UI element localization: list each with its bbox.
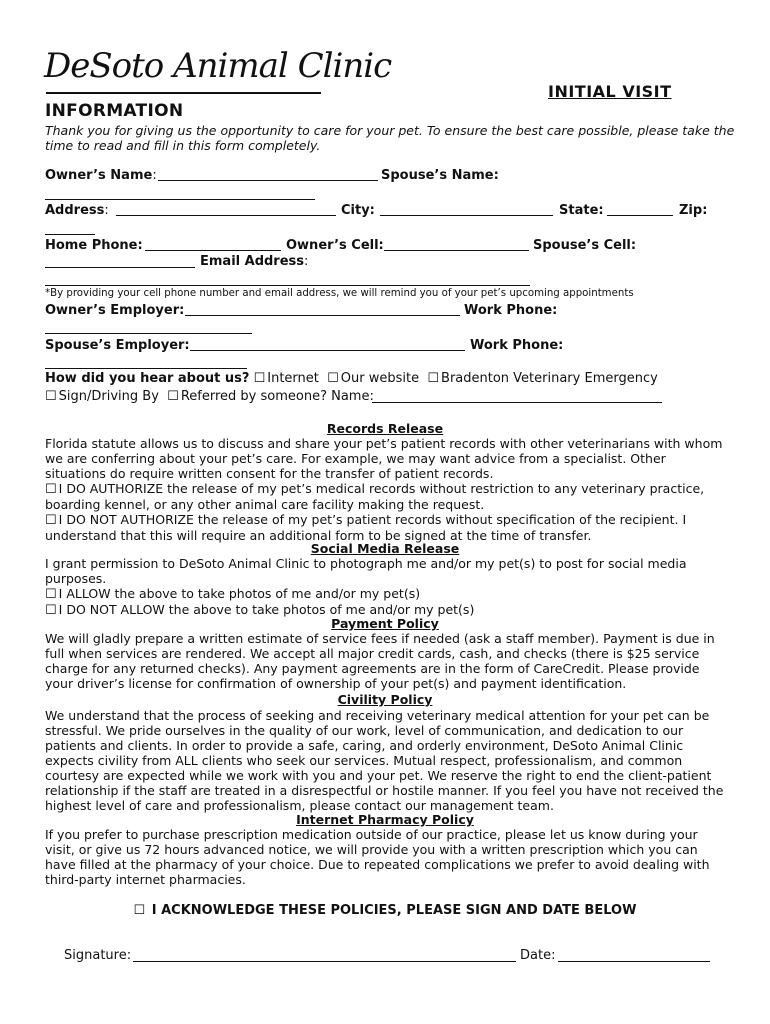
clinic-logo: [44, 40, 392, 100]
home-phone-label: Home Phone:: [45, 238, 143, 253]
spouses-cell-label: Spouse’s Cell:: [533, 238, 637, 253]
logo-underline: [46, 92, 321, 94]
social-not-allow-item: ☐ I DO NOT ALLOW the above to take photos of me and/or my pet(s): [45, 602, 475, 618]
zip-label: Zip:: [679, 203, 708, 218]
spouses-employer-field[interactable]: [190, 350, 465, 351]
pharmacy-policy-heading: Internet Pharmacy Policy: [296, 812, 474, 827]
civility-policy-text: We understand that the process of seeking and receiving veterinary medical attention for your pet can be stressful. We pride ourselves in the quality of our work, level of communication, and dedication to our patients and clients. In order to provide a safe, caring, and orderly environment, DeSoto Animal Clinic expects civility from ALL clients who seek our services. Mutual respect, professionalism, and common courtesy are expected while we work with you and your pet. We reserve the right to end the client-patient relationship if the staff are treated in a disrespectful or hostile manner. If you feel you have not received the highest level of care and professionalism, please contact our management team.: [45, 708, 724, 813]
referred-name-field[interactable]: [372, 402, 662, 403]
social-allow-item: ☐ I ALLOW the above to take photos of me and/or my pet(s): [45, 586, 421, 602]
date-field[interactable]: [558, 961, 710, 962]
checkbox-not-allow[interactable]: ☐: [45, 603, 57, 618]
social-media-heading: Social Media Release: [310, 541, 460, 556]
checkbox-our-website[interactable]: ☐: [327, 371, 339, 386]
option-sign-driving: Sign/Driving By: [58, 389, 159, 404]
work-phone-label: Work Phone:: [464, 303, 558, 318]
spouses-name-field[interactable]: [45, 199, 315, 200]
checkbox-acknowledge[interactable]: ☐: [133, 903, 146, 918]
option-bradenton-emergency: Bradenton Veterinary Emergency: [441, 371, 658, 386]
state-field[interactable]: [607, 215, 673, 216]
acknowledge-row: [45, 903, 725, 918]
form-subtitle: INFORMATION: [45, 101, 184, 121]
spouses-cell-field[interactable]: [45, 267, 195, 268]
date-label: Date:: [520, 948, 556, 963]
email-field[interactable]: [45, 285, 530, 286]
records-release-heading: Records Release: [326, 421, 444, 436]
home-phone-field[interactable]: [145, 250, 281, 251]
spouses-employer-label: Spouse’s Employer:: [45, 338, 190, 353]
records-release-text: Florida statute allows us to discuss and share your pet’s patient records with other veterinarians with whom we are conferring about your pet’s care. For example, we may want advice from a specialist. Other situations do require written consent for the transfer of patient records.: [45, 436, 723, 481]
option-our-website: Our website: [340, 371, 420, 386]
address-label: Address:: [45, 203, 109, 218]
state-label: State:: [559, 203, 604, 218]
city-field[interactable]: [380, 215, 553, 216]
checkbox-not-authorize[interactable]: ☐: [45, 513, 57, 528]
referral-question: How did you hear about us?: [45, 371, 250, 386]
records-not-authorize-item: ☐ I DO NOT AUTHORIZE the release of my pet’s patient records without specification of the recipient. I understand that this will require an additional form to be signed at the time of transfer.: [45, 512, 687, 543]
owners-name-field[interactable]: [158, 180, 378, 181]
logo-wordmark: DeSoto Animal Clinic: [44, 46, 392, 86]
signature-label: Signature:: [64, 948, 132, 963]
signature-field[interactable]: [133, 961, 516, 962]
spouse-work-phone-field[interactable]: [45, 368, 247, 369]
email-label: Email Address:: [200, 254, 309, 269]
records-authorize-item: ☐ I DO AUTHORIZE the release of my pet’s medical records without restriction to any veterinary practice, boarding kennel, or any other animal care facility making the request.: [45, 481, 705, 512]
checkbox-bradenton-emergency[interactable]: ☐: [427, 371, 440, 386]
option-referred: Referred by someone? Name:: [180, 389, 374, 404]
owners-name-label: Owner’s Name:: [45, 168, 157, 183]
city-label: City:: [341, 203, 375, 218]
owners-employer-label: Owner’s Employer:: [45, 303, 185, 318]
form-title: INITIAL VISIT: [548, 82, 672, 101]
owners-cell-label: Owner’s Cell:: [286, 238, 384, 253]
records-release-section: [45, 436, 730, 543]
payment-policy-heading: Payment Policy: [331, 616, 439, 631]
work-phone-field[interactable]: [45, 333, 252, 334]
owners-employer-field[interactable]: [185, 315, 460, 316]
checkbox-referred[interactable]: ☐: [167, 389, 179, 404]
option-internet: Internet: [267, 371, 319, 386]
spouse-work-phone-label: Work Phone:: [470, 338, 564, 353]
social-media-text: I grant permission to DeSoto Animal Clinic to photograph me and/or my pet(s) to post for social media purposes.: [45, 556, 687, 586]
checkbox-sign-driving[interactable]: ☐: [45, 389, 57, 404]
referral-row-2: [45, 389, 374, 404]
payment-policy-text: We will gladly prepare a written estimate of service fees if needed (ask a staff member). Payment is due in full when services are rendered. We accept all major credit cards, cash, and checks (there is $25 service charge for any returned checks). Any payment agreements are in the form of CareCredit. Please provide your driver’s license for confirmation of ownership of your pet(s) and payment identification.: [45, 631, 715, 691]
pharmacy-policy-text: If you prefer to purchase prescription medication outside of our practice, please let us know during your visit, or give us 72 hours advanced notice, we will provide you with a written prescription which you can have filled at the pharmacy of your choice. Due to repeated complications we prefer to avoid dealing with third-party internet pharmacies.: [45, 827, 710, 887]
acknowledge-text: I ACKNOWLEDGE THESE POLICIES, PLEASE SIGN AND DATE BELOW: [151, 903, 637, 918]
checkbox-internet[interactable]: ☐: [253, 371, 266, 386]
address-field[interactable]: [116, 215, 336, 216]
owners-cell-field[interactable]: [384, 250, 529, 251]
civility-policy-heading: Civility Policy: [337, 692, 433, 707]
spouses-name-label: Spouse’s Name:: [381, 168, 499, 183]
intro-text: Thank you for giving us the opportunity to care for your pet. To ensure the best care possible, please take the time to read and fill in this form completely.: [45, 123, 735, 153]
social-media-section: [45, 556, 730, 618]
cell-email-note: *By providing your cell phone number and email address, we will remind you of your pet’s upcoming appointments: [45, 288, 634, 299]
referral-row-1: [45, 371, 658, 386]
checkbox-authorize[interactable]: ☐: [45, 482, 57, 497]
checkbox-allow[interactable]: ☐: [45, 587, 57, 602]
zip-field[interactable]: [45, 234, 95, 235]
